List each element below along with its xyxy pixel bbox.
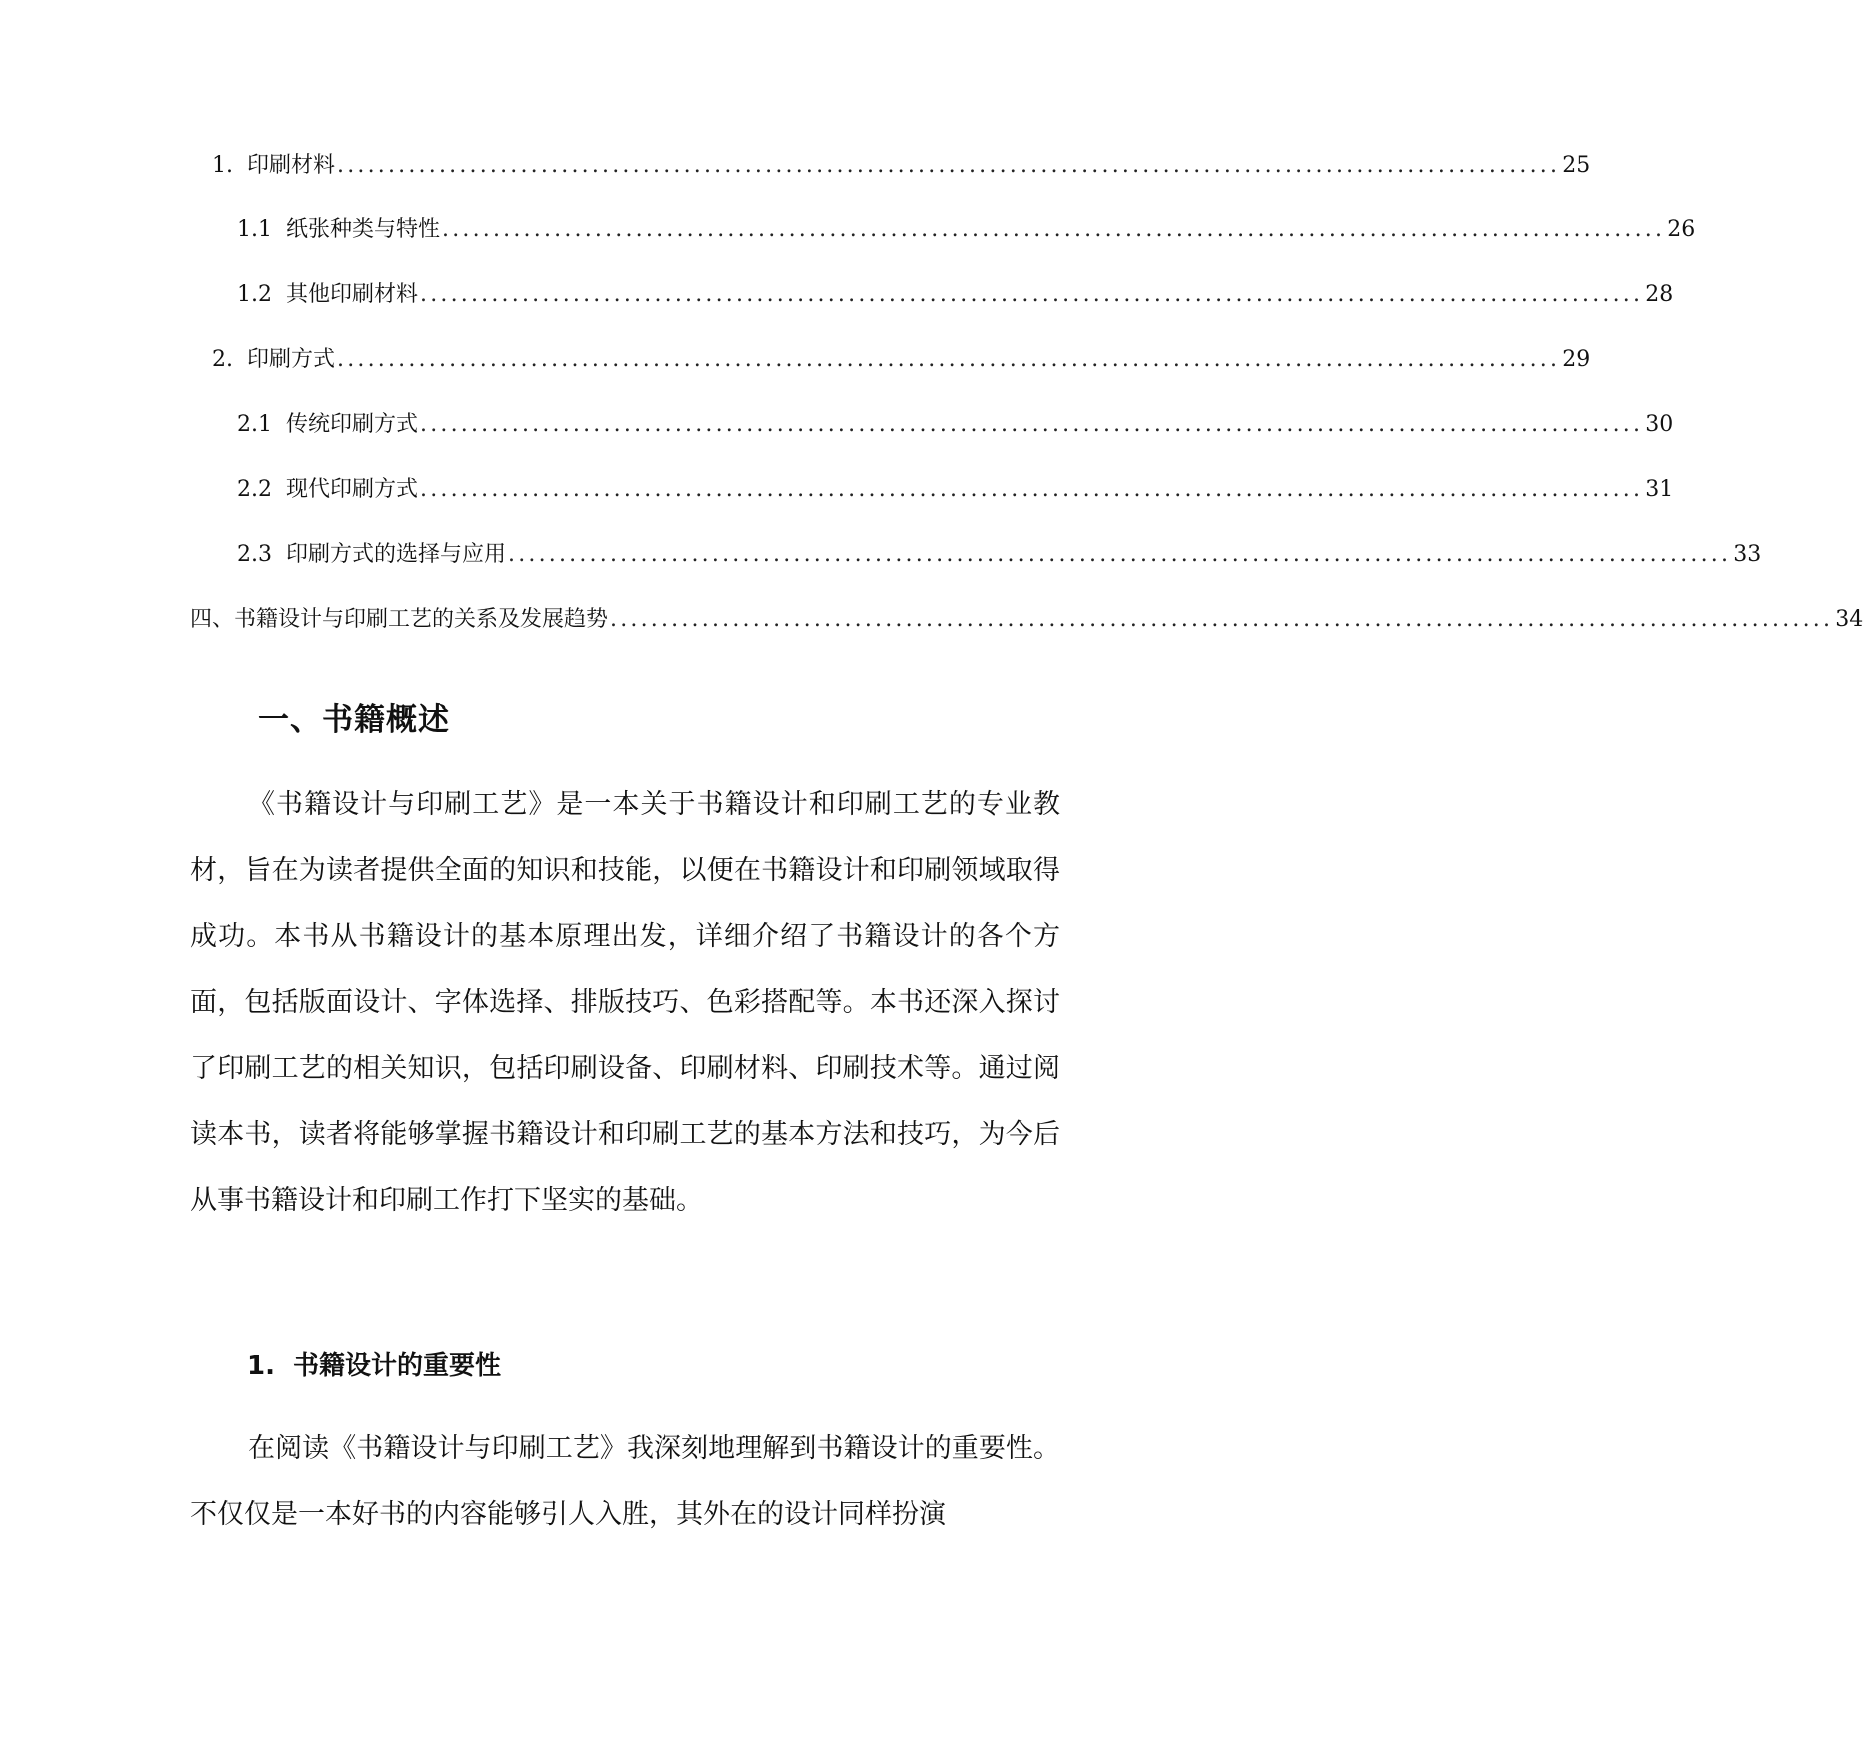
section-heading: 一、书籍概述 xyxy=(258,702,450,738)
toc-leader-dots: ........................................................................................................................ xyxy=(420,282,1644,307)
toc-entry-number: 1.2 xyxy=(237,282,272,307)
toc-entry-number: 2.1 xyxy=(237,412,272,437)
toc-leader-dots: ........................................................................................................................ xyxy=(420,477,1644,502)
toc-leader-dots: ........................................................................................................................ xyxy=(337,153,1561,178)
toc-entry-page: 31 xyxy=(1645,477,1674,502)
section-paragraph: 《书籍设计与印刷工艺》是一本关于书籍设计和印刷工艺的专业教材，旨在为读者提供全面的知识和技能，以便在书籍设计和印刷领域取得成功。本书从书籍设计的基本原理出发，详细介绍了书籍设计的各个方面，包括版面设计、字体选择、排版技巧、色彩搭配等。本书还深入探讨了印刷工艺的相关知识，包括印刷设备、印刷材料、印刷技术等。通过阅读本书，读者将能够掌握书籍设计和印刷工艺的基本方法和技巧，为今后从事书籍设计和印刷工作打下坚实的基础。 xyxy=(190,789,1060,1216)
toc-entry[interactable] xyxy=(212,345,1591,375)
toc-entry-title: 印刷方式 xyxy=(247,347,336,372)
toc-leader-dots: ........................................................................................................................ xyxy=(337,347,1561,372)
toc-entry[interactable] xyxy=(237,475,1674,505)
toc-entry-page: 28 xyxy=(1645,282,1674,307)
toc-leader-dots: ........................................................................................................................ xyxy=(508,542,1732,567)
toc-entry-page: 34 xyxy=(1835,607,1863,632)
toc-entry[interactable] xyxy=(237,280,1674,310)
toc-leader-dots: ........................................................................................................................ xyxy=(420,412,1644,437)
toc-entry-number: 1.1 xyxy=(237,217,272,242)
toc-entry-number: 2. xyxy=(212,347,233,372)
toc-leader-dots: ........................................................................................................................ xyxy=(442,217,1666,242)
toc-entry-number: 1. xyxy=(212,153,233,178)
subsection-number: 1. xyxy=(247,1351,275,1381)
toc-leader-dots: ........................................................................................................................ xyxy=(610,607,1834,632)
toc-entry-title: 印刷材料 xyxy=(247,153,336,178)
toc-entry-page: 26 xyxy=(1667,217,1696,242)
toc-entry-title: 传统印刷方式 xyxy=(286,412,419,437)
toc-entry-page: 25 xyxy=(1562,153,1591,178)
subsection-paragraph: 在阅读《书籍设计与印刷工艺》我深刻地理解到书籍设计的重要性。不仅仅是一本好书的内容能够引人入胜，其外在的设计同样扮演 xyxy=(190,1433,1060,1530)
subsection-title: 书籍设计的重要性 xyxy=(292,1351,501,1381)
toc-entry-page: 29 xyxy=(1562,347,1591,372)
toc-entry[interactable] xyxy=(212,151,1591,181)
toc-entry[interactable] xyxy=(237,410,1674,440)
toc-entry-number: 2.2 xyxy=(237,477,272,502)
toc-entry-title: 四、书籍设计与印刷工艺的关系及发展趋势 xyxy=(190,607,609,632)
toc-entry-page: 30 xyxy=(1645,412,1674,437)
toc-entry[interactable] xyxy=(190,605,1863,635)
toc-entry-page: 33 xyxy=(1733,542,1762,567)
toc-entry-title: 纸张种类与特性 xyxy=(286,217,441,242)
toc-entry-number: 2.3 xyxy=(237,542,272,567)
toc-entry[interactable] xyxy=(237,540,1762,570)
toc-entry-title: 印刷方式的选择与应用 xyxy=(286,542,507,567)
subsection-heading xyxy=(247,1348,501,1384)
toc-entry-title: 现代印刷方式 xyxy=(286,477,419,502)
toc-entry-title: 其他印刷材料 xyxy=(286,282,419,307)
toc-entry[interactable] xyxy=(237,215,1696,245)
